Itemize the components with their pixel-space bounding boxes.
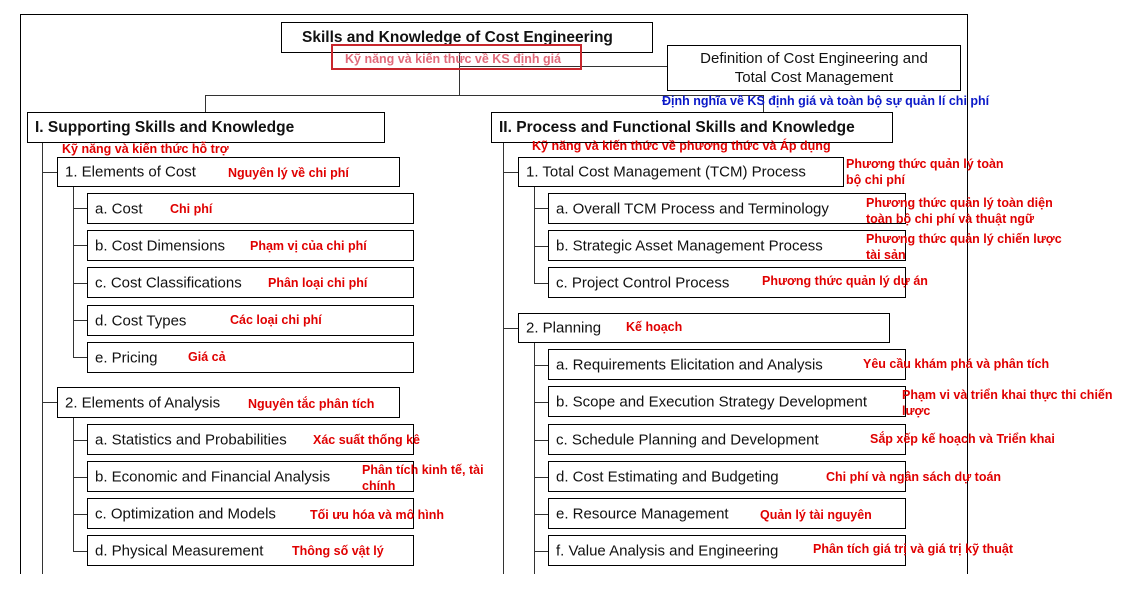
item-label: b. Cost Dimensions xyxy=(95,237,226,254)
item-translation-line1: Phương thức quản lý toàn diện xyxy=(866,196,1053,210)
connector xyxy=(73,477,87,478)
root-translation: Kỹ năng và kiến thức về KS định giá xyxy=(345,52,562,66)
item-node xyxy=(87,193,414,224)
definition-line1: Definition of Cost Engineering and xyxy=(700,50,928,67)
section1-translation: Kỹ năng và kiến thức hỗ trợ xyxy=(62,142,229,156)
connector xyxy=(503,328,518,329)
root-title: Skills and Knowledge of Cost Engineering xyxy=(302,28,613,46)
connector xyxy=(73,440,87,441)
item-translation: Giá cả xyxy=(188,350,226,364)
group-title: 2. Elements of Analysis xyxy=(65,394,221,411)
item-translation: Chi phí và ngân sách dự toán xyxy=(826,470,1002,484)
section1-node xyxy=(27,112,385,143)
connector xyxy=(534,246,548,247)
connector xyxy=(205,95,206,113)
connector xyxy=(534,283,548,284)
item-translation: Quản lý tài nguyên xyxy=(760,508,872,522)
item-translation: Phân tích giá trị và giá trị kỹ thuật xyxy=(813,542,1014,556)
item-node xyxy=(548,424,906,455)
item-node xyxy=(548,230,906,261)
item-translation-line1: Phân tích kinh tế, tài xyxy=(362,463,484,477)
item-label: f. Value Analysis and Engineering xyxy=(556,542,779,559)
group-title: 1. Total Cost Management (TCM) Process xyxy=(526,163,806,181)
connector xyxy=(534,440,548,441)
item-translation: Chi phí xyxy=(170,202,213,216)
item-translation: Phân loại chi phí xyxy=(268,276,368,290)
item-label: c. Schedule Planning and Development xyxy=(556,431,819,448)
connector xyxy=(534,343,535,574)
connector xyxy=(73,283,87,284)
connector xyxy=(73,208,87,209)
group-translation: Nguyên lý về chi phí xyxy=(228,166,349,180)
item-translation: Phương thức quản lý dự án xyxy=(762,274,928,288)
item-node xyxy=(548,386,906,417)
item-label: a. Statistics and Probabilities xyxy=(95,431,287,448)
item-label: a. Overall TCM Process and Terminology xyxy=(556,200,829,217)
connector xyxy=(534,551,548,552)
group-node xyxy=(518,313,890,343)
item-translation: Phạm vị của chi phí xyxy=(250,239,367,253)
item-label: c. Optimization and Models xyxy=(95,505,276,522)
group-node xyxy=(518,157,844,187)
item-translation-line1: Phương thức quản lý chiến lược xyxy=(866,232,1062,246)
connector xyxy=(42,402,58,403)
item-label: e. Resource Management xyxy=(556,505,729,522)
definition-translation: Định nghĩa về KS định giá và toàn bộ sự quản lí chi phí xyxy=(662,94,990,108)
item-translation: Thông số vật lý xyxy=(292,544,384,558)
item-node xyxy=(87,342,414,373)
item-translation: Các loại chi phí xyxy=(230,313,322,327)
connector xyxy=(534,402,548,403)
item-label: d. Physical Measurement xyxy=(95,542,264,559)
section2-translation: Kỹ năng và kiến thức về phương thức và Áp dụng xyxy=(532,139,831,153)
item-node xyxy=(548,193,906,224)
group-translation-line2: bộ chi phí xyxy=(846,173,906,187)
connector xyxy=(42,172,58,173)
connector xyxy=(73,245,87,246)
item-label: d. Cost Estimating and Budgeting xyxy=(556,468,779,485)
connector xyxy=(73,187,74,357)
item-translation-line2: tài sản xyxy=(866,248,906,262)
connector xyxy=(503,172,518,173)
item-label: a. Requirements Elicitation and Analysis xyxy=(556,356,823,373)
item-label: b. Strategic Asset Management Process xyxy=(556,237,823,254)
item-label: c. Cost Classifications xyxy=(95,274,242,291)
connector xyxy=(73,514,87,515)
connector xyxy=(73,418,74,551)
connector xyxy=(503,142,504,574)
connector xyxy=(534,187,535,283)
connector xyxy=(42,142,43,574)
group-title: 2. Planning xyxy=(526,319,602,337)
group-translation: Nguyên tắc phân tích xyxy=(248,397,375,411)
connector xyxy=(534,477,548,478)
item-node xyxy=(548,349,906,380)
group-title: 1. Elements of Cost xyxy=(65,163,196,181)
item-translation-line2: lược xyxy=(902,404,931,418)
item-label: c. Project Control Process xyxy=(556,274,730,291)
item-translation: Tối ưu hóa và mô hình xyxy=(310,508,445,522)
connector xyxy=(73,320,87,321)
section2-title: II. Process and Functional Skills and Knowledge xyxy=(499,118,855,136)
item-translation-line2: chính xyxy=(362,479,396,493)
item-translation: Xác suất thống kê xyxy=(313,433,420,447)
connector xyxy=(534,514,548,515)
connector xyxy=(534,365,548,366)
item-translation: Yêu cầu khám phá và phân tích xyxy=(863,357,1050,371)
group-translation-line1: Phương thức quản lý toàn xyxy=(846,157,1004,171)
definition-line2: Total Cost Management xyxy=(734,69,894,86)
connector xyxy=(534,208,548,209)
item-label: b. Scope and Execution Strategy Development xyxy=(556,393,868,410)
section1-title: I. Supporting Skills and Knowledge xyxy=(35,118,295,136)
item-label: b. Economic and Financial Analysis xyxy=(95,468,331,485)
item-translation-line2: toàn bộ chi phí và thuật ngữ xyxy=(866,212,1035,226)
group-translation: Kế hoạch xyxy=(626,320,683,334)
item-translation: Sắp xếp kế hoạch và Triển khai xyxy=(870,432,1055,446)
item-label: e. Pricing xyxy=(95,349,158,366)
connector xyxy=(73,357,87,358)
item-translation-line1: Phạm vi và triển khai thực thi chiến xyxy=(902,388,1113,402)
item-label: a. Cost xyxy=(95,200,143,217)
definition-node xyxy=(667,45,961,91)
item-label: d. Cost Types xyxy=(95,312,187,329)
connector xyxy=(73,551,87,552)
